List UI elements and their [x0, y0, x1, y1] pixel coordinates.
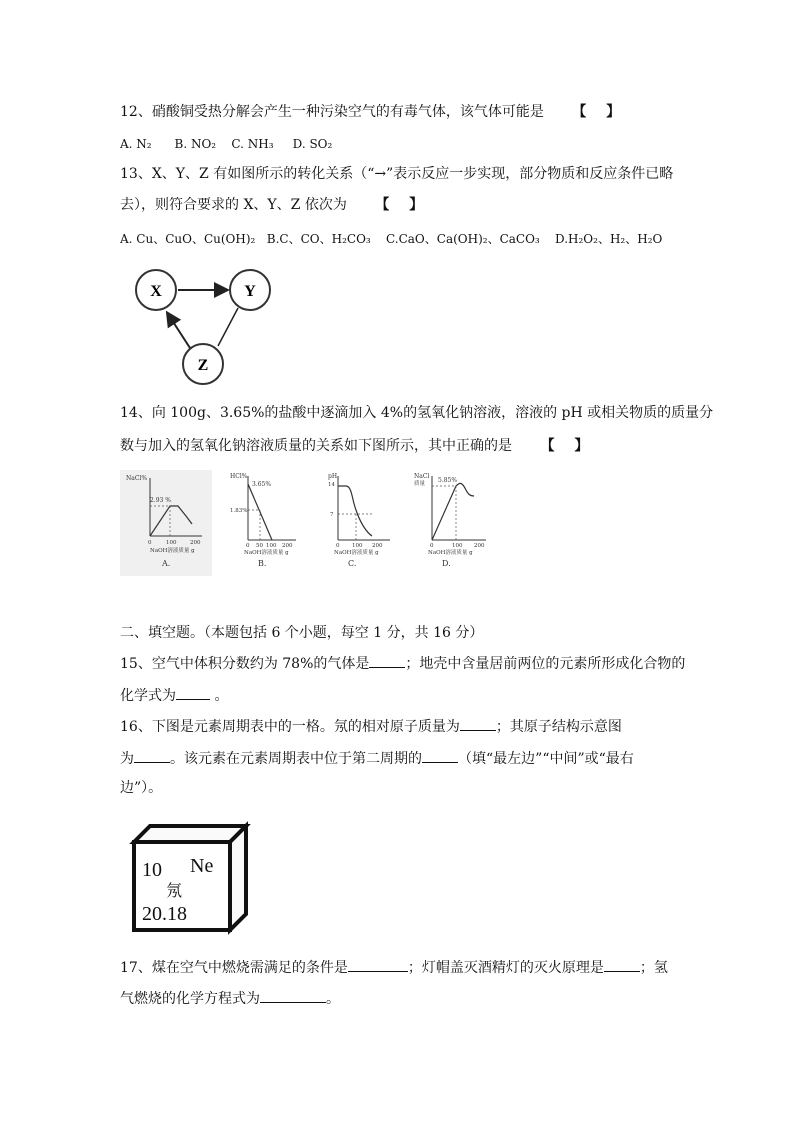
section2-title: 二、填空题。（本题包括 6 个小题，每空 1 分，共 16 分） [120, 625, 484, 641]
q15-line2 [120, 685, 228, 706]
element-atomic-number: 10 [142, 859, 162, 881]
chart-b-ytop: 3.65% [252, 481, 272, 488]
q16-text-2a: 为 [120, 751, 134, 767]
chart-a-ylabel: NaCl% [126, 475, 148, 482]
chart-c-xlabel: NaOH溶液质量 g [334, 550, 379, 556]
line-y-to-z [218, 308, 238, 346]
q16-text-2b: 。该元素在元素周期表中位于第二周期的 [170, 751, 422, 767]
chart-c-xtick-2: 200 [372, 543, 383, 549]
chart-c-curve [338, 486, 372, 536]
q16-line2 [120, 748, 634, 769]
q17-text-2b: 。 [326, 991, 340, 1007]
q17-text-2a: 气燃烧的化学方程式为 [120, 991, 260, 1007]
q15-blank-2[interactable] [176, 685, 210, 700]
chart-b-xtick-0: 0 [246, 543, 250, 549]
q16-blank-3[interactable] [422, 748, 458, 763]
chart-a-xlabel: NaOH溶液质量 g [150, 548, 195, 554]
q14-chart-a [120, 470, 212, 576]
q14-chart-d [412, 470, 490, 576]
q17-text-1b: ；灯帽盖灭酒精灯的灭火原理是 [407, 960, 604, 976]
q12-options [120, 134, 332, 154]
q14-answer-bracket: 【】 [540, 438, 609, 454]
q17-blank-2[interactable] [604, 957, 640, 972]
q12-option-c: C. NH₃ [231, 137, 274, 151]
q13-stem-line2 [120, 195, 443, 215]
chart-a-xtick-2: 200 [190, 540, 201, 546]
node-y [230, 270, 270, 310]
node-x-label: X [150, 283, 162, 300]
q13-stem-line1: 13、X、Y、Z 有如图所示的转化关系（“→”表示反应一步实现，部分物质和反应条件已略 [120, 166, 674, 182]
q14-chart-options [120, 470, 490, 576]
q16-blank-2[interactable] [134, 748, 170, 763]
chart-b-xtick-3: 200 [282, 543, 293, 549]
q16-text-2c: （填“最左边”“中间”或“最右 [458, 751, 634, 767]
q12-answer-bracket: 【】 [572, 104, 641, 120]
chart-c-ymid: 7 [330, 512, 334, 518]
q16-text-1b: ；其原子结构示意图 [495, 719, 622, 735]
q15-text-2a: 化学式为 [120, 688, 176, 704]
q13-option-d: D.H₂O₂、H₂、H₂O [555, 232, 663, 246]
q12-stem-text: 12、硝酸铜受热分解会产生一种污染空气的有毒气体，该气体可能是 [120, 104, 544, 120]
q15-blank-1[interactable] [369, 653, 405, 668]
chart-b-letter: B. [258, 559, 267, 568]
chart-a-letter: A. [162, 559, 171, 568]
q13-answer-bracket: 【】 [375, 197, 444, 213]
chart-c-letter: C. [348, 559, 357, 568]
card-side-face [230, 826, 246, 930]
chart-a-xtick-1: 100 [166, 540, 177, 546]
chart-d-xlabel: NaOH溶液质量 g [428, 550, 473, 556]
neon-element-card [120, 820, 260, 938]
element-symbol: Ne [190, 855, 214, 877]
q14-stem-line1: 14、向 100g、3.65%的盐酸中逐滴加入 4%的氢氧化钠溶液，溶液的 pH 或相关物质的质量分 [120, 405, 714, 421]
chart-b-xtick-2: 100 [266, 543, 277, 549]
q16-text-1a: 16、下图是元素周期表中的一格。氖的相对原子质量为 [120, 719, 460, 735]
chart-c-ytop: 14 [328, 482, 335, 488]
chart-d-letter: D. [442, 559, 451, 568]
chart-b-ymid: 1.83% [230, 508, 248, 514]
arrow-z-to-x [168, 314, 190, 348]
chart-c-ylabel: pH [328, 473, 338, 480]
q16-line3: 边”）。 [120, 780, 163, 796]
element-name: 氖 [166, 881, 183, 900]
q14-chart-c [326, 470, 398, 576]
chart-d-xtick-0: 0 [430, 543, 434, 549]
node-z [183, 344, 223, 384]
q17-line1 [120, 957, 668, 978]
element-atomic-mass: 20.18 [142, 903, 187, 925]
q17-text-1a: 17、煤在空气中燃烧需满足的条件是 [120, 960, 348, 976]
q17-line2 [120, 988, 340, 1009]
chart-d-curve [432, 483, 474, 540]
node-x [136, 270, 176, 310]
q16-line1 [120, 716, 622, 737]
q13-option-b: B.C、CO、H₂CO₃ [266, 232, 371, 246]
q12-stem [120, 102, 640, 122]
q12-option-a: A. N₂ [120, 137, 152, 151]
q17-text-1c: ；氢 [639, 960, 668, 976]
chart-d-ylabel2: 质量 [414, 481, 426, 487]
chart-b-ylabel: HCl% [230, 473, 248, 480]
q13-conversion-diagram [118, 262, 288, 390]
chart-a-peak-label: 2.93 % [150, 497, 171, 504]
q12-option-b: B. NO₂ [174, 137, 217, 151]
q13-option-c: C.CaO、Ca(OH)₂、CaCO₃ [386, 232, 540, 246]
q15-line1 [120, 653, 685, 674]
chart-b-xtick-1: 50 [256, 543, 263, 549]
q15-text-2b: 。 [214, 688, 229, 704]
chart-c-xtick-1: 100 [352, 543, 363, 549]
chart-b-xlabel: NaOH溶液质量 g [244, 550, 289, 556]
chart-d-ylabel: NaCl [414, 473, 430, 480]
q14-stem-text: 数与加入的氢氧化钠溶液质量的关系如下图所示，其中正确的是 [120, 438, 512, 454]
card-top-face [134, 826, 246, 842]
q14-stem-line2 [120, 436, 608, 456]
q13-options [120, 229, 662, 249]
q13-stem-text: 去），则符合要求的 X、Y、Z 依次为 [120, 197, 347, 213]
node-z-label: Z [197, 357, 209, 374]
q16-blank-1[interactable] [460, 716, 496, 731]
q13-option-a: A. Cu、CuO、Cu(OH)₂ [120, 232, 256, 246]
q14-chart-b [228, 470, 300, 576]
q15-text-1b: ；地壳中含量居前两位的元素所形成化合物的 [405, 656, 686, 672]
q17-blank-1[interactable] [348, 957, 408, 972]
chart-d-xtick-2: 200 [474, 543, 485, 549]
chart-c-xtick-0: 0 [336, 543, 340, 549]
q17-blank-3[interactable] [260, 988, 326, 1003]
chart-d-peak-label: 5.85% [438, 477, 458, 484]
q15-text-1a: 15、空气中体积分数约为 78%的气体是 [120, 656, 370, 672]
node-y-label: Y [244, 283, 256, 300]
chart-a-xtick-0: 0 [148, 540, 152, 546]
chart-d-xtick-1: 100 [452, 543, 463, 549]
q12-option-d: D. SO₂ [292, 137, 333, 151]
